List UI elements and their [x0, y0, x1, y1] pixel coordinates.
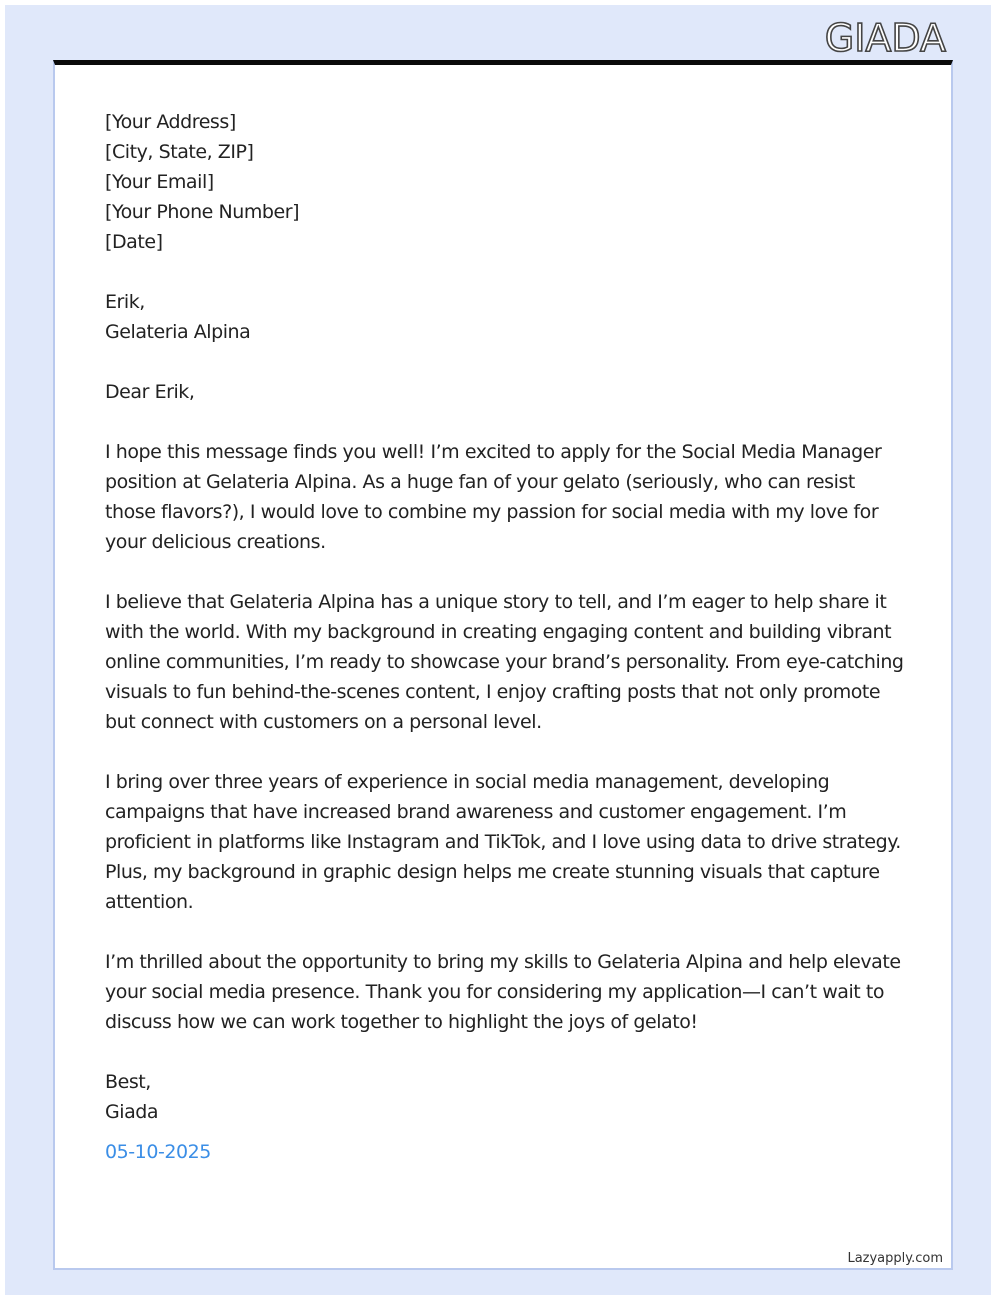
- body-paragraph-1: I hope this message finds you well! I’m excited to apply for the Social Media Manager position at Gelateria Alpina. As a huge fan of your gelato (seriously, who can resist those flavors?), I would love to combine my passion for social media with my love for your delicious creations.: [105, 441, 882, 553]
- salutation: Dear Erik,: [105, 381, 195, 403]
- letter-sheet: [53, 60, 953, 1270]
- closing-signature: Giada: [105, 1101, 159, 1123]
- footer-credit: Lazyapply.com: [847, 1251, 943, 1266]
- closing-signoff: Best,: [105, 1071, 151, 1093]
- paragraph-1-block: [105, 437, 905, 557]
- letter-body: [105, 107, 905, 1167]
- sender-block: [105, 107, 905, 257]
- recipient-name: Erik,: [105, 291, 145, 313]
- sender-date: [Date]: [105, 231, 163, 253]
- closing-block: [105, 1067, 905, 1127]
- body-paragraph-3: I bring over three years of experience in social media management, developing campaigns that have increased brand awareness and customer engagement. I’m proficient in platforms like Instagram and TikTok, and I love using data to drive strategy. Plus, my background in graphic design helps me create stunning visuals that capture attention.: [105, 771, 901, 913]
- body-paragraph-2: I believe that Gelateria Alpina has a unique story to tell, and I’m eager to help share it with the world. With my background in creating engaging content and building vibrant online communities, I’m ready to showcase your brand’s personality. From eye-catching visuals to fun behind-the-scenes content, I enjoy crafting posts that not only promote but connect with customers on a personal level.: [105, 591, 904, 733]
- logo: GIADA: [824, 16, 946, 60]
- recipient-company: Gelateria Alpina: [105, 321, 251, 343]
- sender-email: [Your Email]: [105, 171, 214, 193]
- page-background: [5, 5, 991, 1295]
- recipient-block: [105, 287, 905, 347]
- sender-city-state-zip: [City, State, ZIP]: [105, 141, 254, 163]
- closing-date: 05-10-2025: [105, 1141, 211, 1163]
- sender-phone: [Your Phone Number]: [105, 201, 300, 223]
- paragraph-2-block: [105, 587, 905, 737]
- salutation-block: [105, 377, 905, 407]
- body-paragraph-4: I’m thrilled about the opportunity to bring my skills to Gelateria Alpina and help elevate your social media presence. Thank you for considering my application—I can’t wait to discuss how we can work together to highlight the joys of gelato!: [105, 951, 901, 1033]
- paragraph-4-block: [105, 947, 905, 1037]
- paragraph-3-block: [105, 767, 905, 917]
- sender-address: [Your Address]: [105, 111, 236, 133]
